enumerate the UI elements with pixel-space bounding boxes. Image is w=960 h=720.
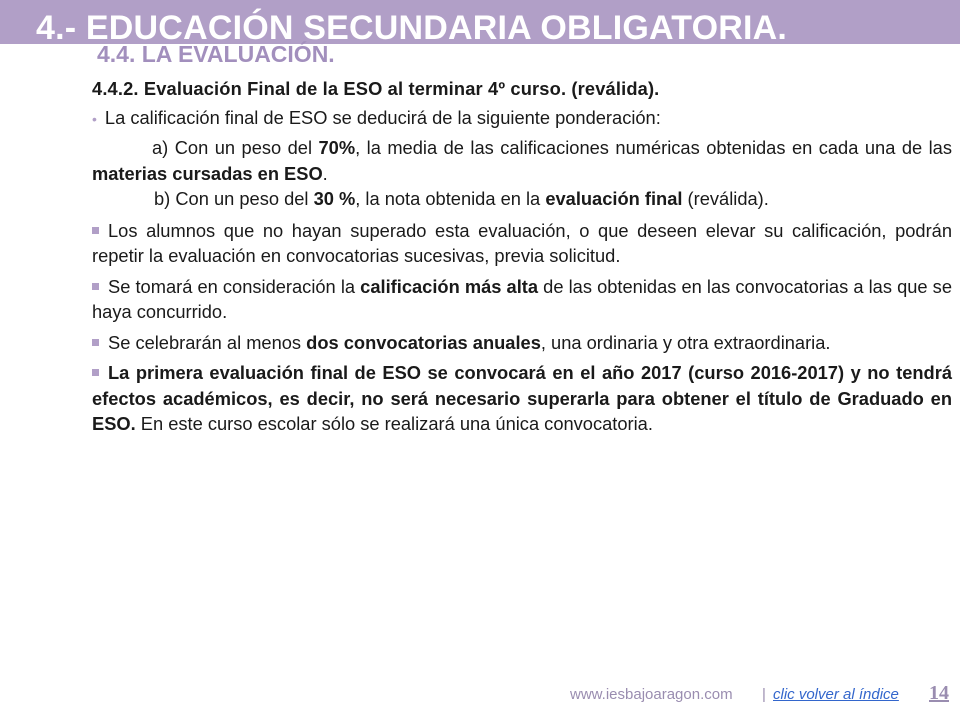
square-bullet-icon	[92, 339, 99, 346]
item-a	[92, 135, 952, 186]
item-a-text-2: , la media de las calificaciones numéricas obtenidas en cada una de las	[355, 137, 952, 158]
item-a-text-1: a) Con un peso del	[152, 137, 319, 158]
footer-website: www.iesbajoaragon.com	[570, 686, 733, 703]
bullet-2-bold: calificación más alta	[360, 275, 539, 297]
footer-separator: |	[762, 686, 766, 703]
item-b	[92, 186, 952, 212]
bullet-3	[92, 330, 952, 356]
item-b-bold-2: evaluación final	[545, 188, 683, 209]
square-bullet-icon	[92, 227, 99, 234]
item-b-text-1: b) Con un peso del	[154, 188, 314, 209]
item-b-text-2: , la nota obtenida en la	[355, 188, 546, 209]
bullet-3-bold: dos convocatorias anuales	[306, 331, 541, 353]
bullet-4-bold: La primera evaluación final de ESO se convocará en el año 2017 (curso 2016-2017) y no tendrá efectos académicos, es decir, no será necesario superarla para obtener el título de Graduado en ESO.	[92, 362, 952, 434]
bullet-dot-icon: •	[92, 110, 97, 127]
bullet-1-text: Los alumnos que no hayan superado esta evaluación, o que deseen elevar su calificación, podrán repetir la evaluación en convocatorias sucesivas, previa solicitud.	[92, 219, 952, 266]
item-b-bold-1: 30 %	[313, 188, 356, 209]
bullet-2	[92, 274, 952, 325]
bullet-3-text-1: Se celebrarán al menos	[108, 331, 307, 353]
bullet-4	[92, 360, 952, 437]
section-heading: 4.4.2. Evaluación Final de la ESO al terminar 4º curso. (reválida).	[92, 78, 660, 99]
section-subtitle: 4.4. LA EVALUACIÓN.	[97, 41, 335, 67]
square-bullet-icon	[92, 369, 99, 376]
bullet-3-text-2: , una ordinaria y otra extraordinaria.	[540, 331, 831, 353]
item-a-text-3: .	[322, 162, 328, 184]
intro-line	[92, 105, 952, 133]
bullet-1	[92, 218, 952, 269]
bullet-2-text-1: Se tomará en consideración la	[108, 275, 361, 297]
square-bullet-icon	[92, 283, 99, 290]
bullet-4-text: En este curso escolar sólo se realizará una única convocatoria.	[135, 413, 653, 434]
page-number: 14	[929, 682, 949, 704]
item-a-bold-1: 70%	[318, 137, 356, 158]
intro-text: La calificación final de ESO se deducirá de la siguiente ponderación:	[104, 106, 661, 128]
item-a-bold-2: materias cursadas en ESO	[92, 162, 323, 184]
slide-title: 4.- EDUCACIÓN SECUNDARIA OBLIGATORIA.	[36, 9, 788, 47]
bullet-2-text-2: de las obtenidas en las convocatorias a las que se haya concurrido.	[92, 275, 952, 322]
item-b-text-3: (reválida).	[682, 188, 769, 209]
slide-body	[92, 76, 952, 442]
back-to-index-link[interactable]: clic volver al índice	[773, 686, 899, 703]
